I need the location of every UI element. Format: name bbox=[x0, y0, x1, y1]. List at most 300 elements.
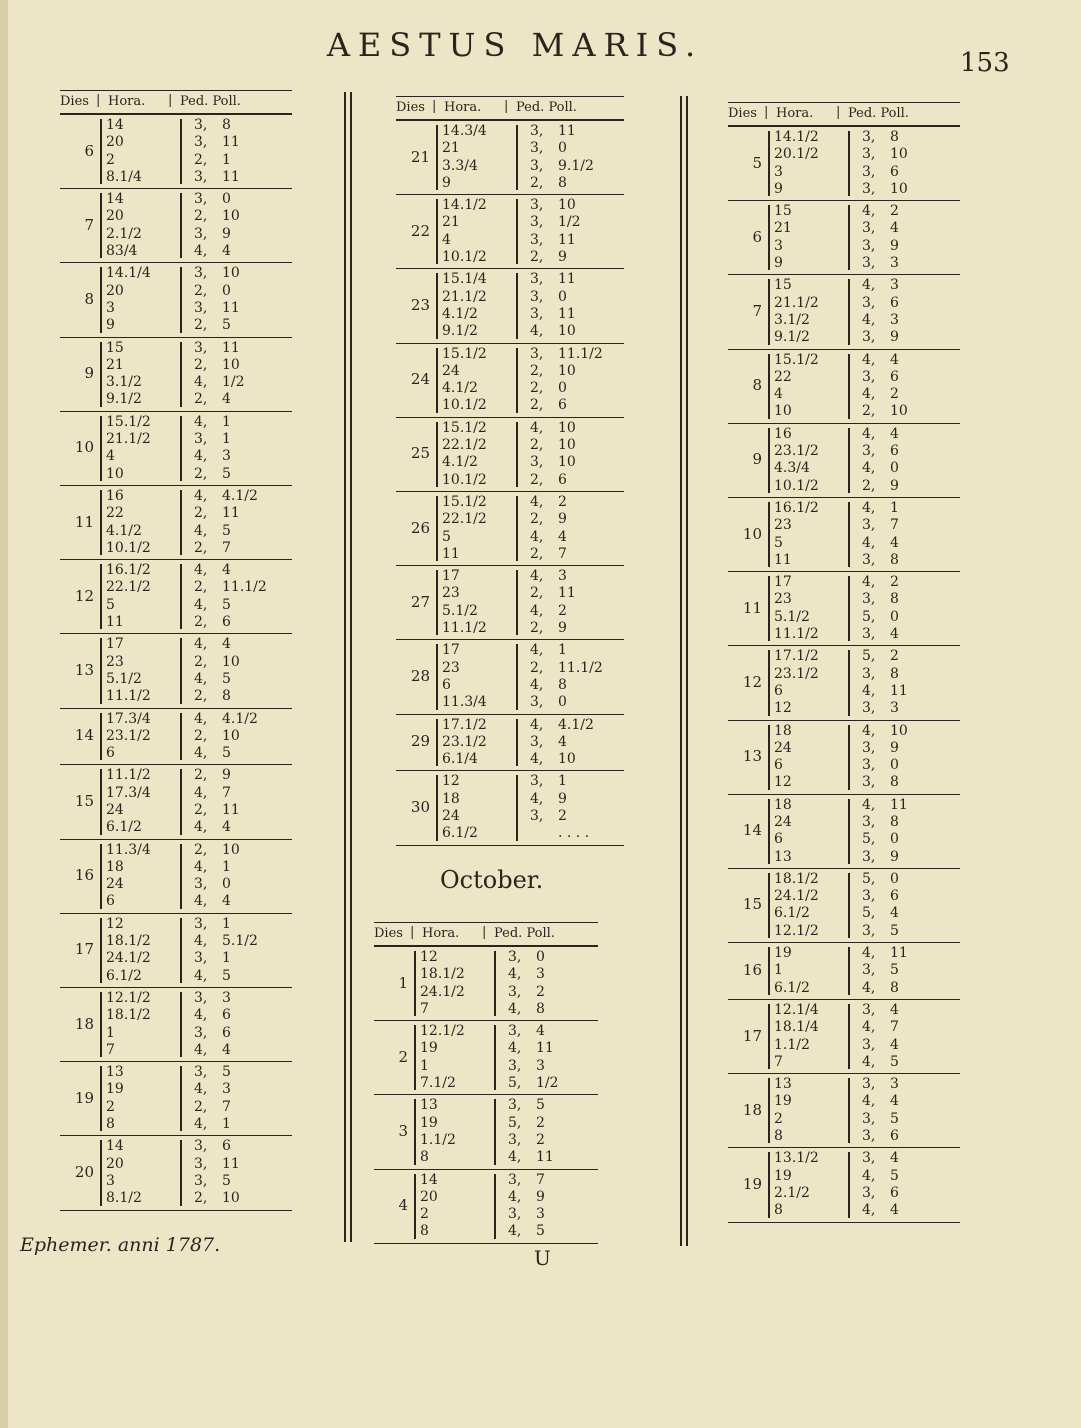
cell-poll: 8 bbox=[222, 117, 231, 133]
cell-poll: 1/2 bbox=[558, 214, 581, 231]
cell-ped: 4, bbox=[194, 784, 208, 801]
cell-hora: 11 bbox=[442, 545, 460, 562]
day-group bbox=[728, 1074, 960, 1148]
cell-ped: 4, bbox=[862, 203, 876, 220]
cell-ped: 4, bbox=[862, 1019, 876, 1036]
table-row bbox=[60, 1190, 292, 1207]
cell-hora: 18.1/4 bbox=[774, 1019, 819, 1036]
cell-hora: 15.1/2 bbox=[442, 493, 487, 510]
cell-poll: 5 bbox=[890, 922, 899, 939]
day-number: 7 bbox=[752, 301, 762, 320]
cell-poll: 11 bbox=[558, 123, 576, 139]
cell-poll: 7 bbox=[890, 517, 899, 534]
cell-poll: 6 bbox=[222, 1024, 231, 1041]
cell-poll: 8 bbox=[890, 129, 899, 145]
table-row bbox=[728, 962, 960, 979]
cell-hora: 17 bbox=[106, 636, 124, 653]
cell-hora: 24 bbox=[774, 813, 792, 830]
table-row bbox=[396, 420, 624, 437]
day-group bbox=[60, 486, 292, 560]
cell-hora: 10.1/2 bbox=[442, 397, 487, 414]
cell-ped: 4, bbox=[194, 1116, 208, 1133]
day-number: 9 bbox=[84, 364, 94, 383]
day-group bbox=[396, 269, 624, 343]
day-group bbox=[728, 1148, 960, 1222]
cell-hora: 2 bbox=[106, 1098, 115, 1115]
cell-ped: 4, bbox=[862, 311, 876, 328]
cell-ped: 5, bbox=[508, 1075, 522, 1092]
day-number: 29 bbox=[410, 732, 430, 751]
cell-hora: 9.1/2 bbox=[442, 323, 478, 340]
day-number: 13 bbox=[742, 747, 762, 766]
cell-hora: 5 bbox=[774, 534, 783, 551]
cell-poll: 11 bbox=[536, 1149, 554, 1166]
cell-poll: 1 bbox=[890, 499, 899, 516]
column-rule bbox=[344, 92, 346, 1242]
cell-poll: 1 bbox=[558, 773, 567, 790]
table-row bbox=[396, 249, 624, 266]
table-row bbox=[728, 980, 960, 997]
cell-ped: 3, bbox=[194, 299, 208, 316]
table-row bbox=[60, 842, 292, 859]
table-row bbox=[728, 1019, 960, 1036]
cell-ped: 3, bbox=[862, 813, 876, 830]
table-row bbox=[396, 271, 624, 288]
table-row bbox=[60, 414, 292, 431]
cell-hora: 83/4 bbox=[106, 243, 138, 260]
table-row bbox=[728, 923, 960, 940]
cell-ped: 4, bbox=[194, 858, 208, 875]
cell-hora: 4.1/2 bbox=[442, 380, 478, 397]
table-row bbox=[728, 1093, 960, 1110]
day-number: 14 bbox=[742, 821, 762, 840]
cell-hora: 23 bbox=[774, 517, 792, 534]
table-row bbox=[396, 734, 624, 751]
cell-poll: 4.1/2 bbox=[558, 716, 594, 733]
cell-hora: 11.1/2 bbox=[106, 767, 151, 784]
cell-ped: 2, bbox=[194, 801, 208, 818]
cell-hora: 15 bbox=[774, 277, 792, 294]
table-row bbox=[60, 357, 292, 374]
cell-poll: 11 bbox=[890, 945, 908, 962]
cell-ped: 3, bbox=[862, 700, 876, 717]
header-hora: Hora. bbox=[422, 926, 460, 941]
cell-ped: 3, bbox=[530, 773, 544, 790]
cell-hora: 14 bbox=[106, 1138, 124, 1155]
cell-ped: 2, bbox=[194, 356, 208, 373]
cell-poll: 7 bbox=[222, 539, 231, 556]
cell-hora: 17.1/2 bbox=[774, 648, 819, 665]
cell-ped: 3, bbox=[194, 117, 208, 133]
cell-hora: 9 bbox=[774, 180, 783, 197]
day-number: 16 bbox=[742, 961, 762, 979]
cell-ped: 2, bbox=[530, 545, 544, 562]
cell-poll: 11 bbox=[536, 1040, 554, 1057]
cell-ped: 2, bbox=[530, 249, 544, 266]
cell-poll: 7 bbox=[890, 1019, 899, 1036]
cell-hora: 19 bbox=[774, 1167, 792, 1184]
cell-poll: 3 bbox=[536, 1206, 545, 1223]
cell-hora: 11.1/2 bbox=[106, 688, 151, 705]
cell-poll: 4 bbox=[890, 351, 899, 368]
cell-poll: 5 bbox=[222, 967, 231, 984]
day-number: 1 bbox=[398, 973, 408, 992]
cell-hora: 14 bbox=[106, 117, 124, 133]
cell-hora: 21 bbox=[442, 214, 460, 231]
table-row bbox=[728, 1037, 960, 1054]
cell-hora: 24 bbox=[106, 876, 124, 893]
cell-ped: 5, bbox=[862, 831, 876, 848]
cell-hora: 11.1/2 bbox=[442, 620, 487, 637]
day-number: 20 bbox=[74, 1162, 94, 1181]
table-row bbox=[396, 546, 624, 563]
cell-hora: 3.1/2 bbox=[774, 311, 810, 328]
cell-ped: 3, bbox=[862, 1036, 876, 1053]
table-row bbox=[374, 1206, 598, 1223]
cell-ped: 3, bbox=[862, 551, 876, 568]
cell-ped: 4, bbox=[194, 1007, 208, 1024]
cell-poll: 11 bbox=[558, 585, 576, 602]
cell-hora: 7.1/2 bbox=[420, 1075, 456, 1092]
table-row bbox=[728, 403, 960, 420]
table-row bbox=[60, 859, 292, 876]
day-group bbox=[396, 715, 624, 772]
cell-poll: 10 bbox=[890, 146, 908, 163]
cell-ped: 4, bbox=[194, 562, 208, 579]
cell-hora: 5.1/2 bbox=[774, 608, 810, 625]
cell-poll: 5 bbox=[536, 1097, 545, 1114]
cell-poll: 11 bbox=[222, 801, 240, 818]
cell-hora: 4 bbox=[774, 386, 783, 403]
table-row bbox=[396, 751, 624, 768]
table-row bbox=[728, 1150, 960, 1167]
table-row bbox=[396, 694, 624, 711]
table-row bbox=[728, 426, 960, 443]
day-number: 30 bbox=[410, 797, 430, 816]
cell-hora: 19 bbox=[420, 1040, 438, 1057]
table-row bbox=[728, 517, 960, 534]
table-row bbox=[728, 329, 960, 346]
cell-hora: 22.1/2 bbox=[106, 579, 151, 596]
day-group bbox=[374, 1170, 598, 1244]
cell-ped: 3, bbox=[194, 431, 208, 448]
cell-ped: 3, bbox=[194, 339, 208, 356]
table-row bbox=[60, 191, 292, 208]
header-separator: | bbox=[764, 105, 769, 120]
cell-hora: 6 bbox=[106, 893, 115, 910]
cell-hora: 11.3/4 bbox=[442, 694, 487, 711]
cell-poll: 5 bbox=[222, 522, 231, 539]
table-row bbox=[728, 535, 960, 552]
table-october-continued bbox=[728, 102, 960, 1223]
cell-hora: 3 bbox=[106, 1172, 115, 1189]
cell-ped: 4, bbox=[862, 386, 876, 403]
cell-poll: 8 bbox=[890, 591, 899, 608]
cell-poll: 5.1/2 bbox=[222, 933, 258, 950]
cell-hora: 15.1/2 bbox=[774, 351, 819, 368]
day-number: 6 bbox=[752, 227, 762, 246]
cell-ped: 3, bbox=[862, 848, 876, 865]
cell-hora: 6.1/2 bbox=[106, 967, 142, 984]
cell-poll: 4 bbox=[890, 1036, 899, 1053]
day-number: 2 bbox=[398, 1047, 408, 1066]
cell-ped: 3, bbox=[862, 129, 876, 145]
table-row bbox=[396, 677, 624, 694]
cell-ped: 3, bbox=[194, 1172, 208, 1189]
cell-hora: 7 bbox=[106, 1041, 115, 1058]
table-row bbox=[728, 609, 960, 626]
table-row bbox=[60, 579, 292, 596]
day-number: 14 bbox=[74, 726, 94, 745]
table-row bbox=[728, 723, 960, 740]
table-row bbox=[60, 745, 292, 762]
day-group bbox=[60, 914, 292, 988]
table-row bbox=[396, 717, 624, 734]
cell-hora: 11.1/2 bbox=[774, 626, 819, 643]
table-row bbox=[60, 265, 292, 282]
cell-poll: 4 bbox=[890, 1150, 899, 1167]
table-row bbox=[396, 306, 624, 323]
cell-ped: 4, bbox=[862, 499, 876, 516]
table-row bbox=[728, 774, 960, 791]
cell-poll: 9 bbox=[222, 767, 231, 784]
cell-poll: 4 bbox=[222, 893, 231, 910]
day-number: 8 bbox=[84, 289, 94, 308]
cell-hora: 19 bbox=[420, 1114, 438, 1131]
day-group bbox=[60, 1136, 292, 1210]
cell-hora: 21.1/2 bbox=[442, 288, 487, 305]
day-group bbox=[728, 350, 960, 424]
table-row bbox=[374, 1001, 598, 1018]
table-row bbox=[60, 1116, 292, 1133]
table-row bbox=[60, 1173, 292, 1190]
cell-hora: 15.1/4 bbox=[442, 271, 487, 288]
table-row bbox=[728, 666, 960, 683]
cell-poll: 3 bbox=[536, 1057, 545, 1074]
cell-poll: 2 bbox=[890, 203, 899, 220]
cell-poll: 0 bbox=[890, 460, 899, 477]
cell-ped: 3, bbox=[530, 157, 544, 174]
day-group bbox=[396, 492, 624, 566]
cell-hora: 14.1/4 bbox=[106, 265, 151, 282]
cell-poll: 5 bbox=[890, 1110, 899, 1127]
cell-ped: 2, bbox=[194, 579, 208, 596]
table-row bbox=[396, 620, 624, 637]
cell-ped: 4, bbox=[862, 1202, 876, 1219]
table-row bbox=[728, 888, 960, 905]
cell-poll: 3 bbox=[536, 966, 545, 983]
cell-ped: 4, bbox=[194, 967, 208, 984]
table-row bbox=[60, 152, 292, 169]
cell-ped: 4, bbox=[530, 568, 544, 585]
table-row bbox=[728, 146, 960, 163]
cell-ped: 3, bbox=[508, 1057, 522, 1074]
cell-ped: 3, bbox=[508, 1206, 522, 1223]
cell-hora: 4.3/4 bbox=[774, 460, 810, 477]
cell-hora: 14 bbox=[106, 191, 124, 208]
cell-hora: 21 bbox=[106, 356, 124, 373]
cell-hora: 19 bbox=[774, 945, 792, 962]
cell-ped: 2, bbox=[194, 841, 208, 858]
cell-poll: 11 bbox=[558, 271, 576, 288]
table-row bbox=[396, 454, 624, 471]
cell-hora: 23 bbox=[774, 591, 792, 608]
cell-ped: 2, bbox=[194, 505, 208, 522]
cell-hora: 23 bbox=[106, 653, 124, 670]
day-group bbox=[60, 189, 292, 263]
day-number: 7 bbox=[84, 215, 94, 234]
cell-hora: 9.1/2 bbox=[774, 329, 810, 346]
cell-poll: 5 bbox=[536, 1223, 545, 1240]
cell-poll: 4 bbox=[222, 562, 231, 579]
cell-hora: 23 bbox=[442, 659, 460, 676]
cell-poll: 1 bbox=[222, 151, 231, 168]
day-number: 12 bbox=[742, 672, 762, 691]
page-edge bbox=[0, 0, 8, 1428]
cell-poll: 8 bbox=[890, 665, 899, 682]
cell-poll: 4 bbox=[222, 636, 231, 653]
day-group bbox=[396, 195, 624, 269]
day-group bbox=[60, 765, 292, 839]
table-row bbox=[60, 1007, 292, 1024]
cell-hora: 3 bbox=[774, 163, 783, 180]
table-row bbox=[728, 905, 960, 922]
table-row bbox=[396, 825, 624, 842]
table-row bbox=[60, 654, 292, 671]
cell-ped: 4, bbox=[194, 636, 208, 653]
cell-ped: 3, bbox=[530, 694, 544, 711]
cell-ped: 2, bbox=[194, 653, 208, 670]
table-row bbox=[60, 208, 292, 225]
cell-ped: 3, bbox=[862, 1184, 876, 1201]
table-row bbox=[396, 140, 624, 157]
header-separator: | bbox=[96, 93, 101, 108]
header-dies: Dies bbox=[728, 106, 757, 121]
cell-ped: 3, bbox=[530, 271, 544, 288]
cell-poll: 4 bbox=[890, 905, 899, 922]
cell-poll: 5 bbox=[222, 1172, 231, 1189]
cell-poll: 5 bbox=[222, 1064, 231, 1081]
table-row bbox=[728, 797, 960, 814]
cell-poll: 5 bbox=[890, 1167, 899, 1184]
cell-hora: 5.1/2 bbox=[442, 602, 478, 619]
cell-poll: 0 bbox=[222, 282, 231, 299]
cell-ped: 2, bbox=[194, 391, 208, 408]
cell-hora: 18 bbox=[106, 858, 124, 875]
cell-poll: 10 bbox=[222, 356, 240, 373]
cell-hora: 24.1/2 bbox=[420, 983, 465, 1000]
cell-poll: 7 bbox=[558, 545, 567, 562]
cell-hora: 22.1/2 bbox=[442, 437, 487, 454]
day-number: 16 bbox=[74, 866, 94, 885]
cell-poll: 3 bbox=[890, 255, 899, 272]
cell-ped: 4, bbox=[508, 1223, 522, 1240]
day-number: 8 bbox=[752, 376, 762, 395]
column-rule bbox=[350, 92, 352, 1242]
cell-poll: . . . . bbox=[558, 825, 590, 842]
day-group bbox=[728, 424, 960, 498]
table-row bbox=[396, 773, 624, 790]
cell-ped: 4, bbox=[530, 751, 544, 768]
cell-ped: 2, bbox=[194, 727, 208, 744]
table-row bbox=[60, 597, 292, 614]
cell-hora: 6.1/2 bbox=[774, 905, 810, 922]
header-separator: | bbox=[168, 93, 173, 108]
cell-poll: 2 bbox=[890, 648, 899, 665]
cell-ped: 3, bbox=[862, 237, 876, 254]
day-number: 22 bbox=[410, 221, 430, 240]
day-number: 15 bbox=[74, 791, 94, 810]
table-row bbox=[396, 511, 624, 528]
cell-poll: 4 bbox=[222, 391, 231, 408]
table-row bbox=[374, 1132, 598, 1149]
header-ped-poll: Ped. Poll. bbox=[180, 94, 241, 109]
table-row bbox=[396, 494, 624, 511]
cell-poll: 3 bbox=[222, 1081, 231, 1098]
table-row bbox=[374, 1040, 598, 1057]
cell-poll: 11.1/2 bbox=[558, 659, 603, 676]
cell-hora: 19 bbox=[774, 1093, 792, 1110]
cell-poll: 3 bbox=[222, 448, 231, 465]
cell-poll: 4 bbox=[890, 1001, 899, 1018]
cell-hora: 1 bbox=[420, 1057, 429, 1074]
cell-ped: 3, bbox=[508, 1171, 522, 1188]
cell-hora: 6 bbox=[442, 676, 451, 693]
table-header bbox=[396, 96, 624, 121]
cell-hora: 1 bbox=[106, 1024, 115, 1041]
table-row bbox=[728, 1111, 960, 1128]
table-row bbox=[728, 700, 960, 717]
day-number: 11 bbox=[742, 598, 762, 617]
table-row bbox=[374, 1097, 598, 1114]
cell-ped: 3, bbox=[530, 214, 544, 231]
cell-ped: 4, bbox=[194, 893, 208, 910]
table-row bbox=[728, 871, 960, 888]
cell-hora: 20 bbox=[106, 134, 124, 151]
cell-poll: 10 bbox=[558, 751, 576, 768]
month-heading-october: October. bbox=[440, 866, 544, 894]
cell-ped: 3, bbox=[194, 191, 208, 208]
cell-hora: 11.3/4 bbox=[106, 841, 151, 858]
cell-ped: 3, bbox=[194, 265, 208, 282]
day-group bbox=[374, 1021, 598, 1095]
cell-poll: 10 bbox=[222, 653, 240, 670]
cell-hora: 24.1/2 bbox=[774, 888, 819, 905]
cell-ped: 2, bbox=[194, 151, 208, 168]
table-row bbox=[728, 1128, 960, 1145]
cell-hora: 18.1/2 bbox=[106, 933, 151, 950]
table-row bbox=[728, 1054, 960, 1071]
table-row bbox=[374, 1149, 598, 1166]
cell-hora: 15.1/2 bbox=[442, 419, 487, 436]
table-row bbox=[728, 129, 960, 146]
cell-ped: 4, bbox=[194, 745, 208, 762]
day-number: 15 bbox=[742, 895, 762, 914]
cell-ped: 3, bbox=[530, 231, 544, 248]
cell-hora: 4.1/2 bbox=[106, 522, 142, 539]
cell-ped: 3, bbox=[862, 1128, 876, 1145]
cell-ped: 3, bbox=[194, 134, 208, 151]
cell-hora: 22 bbox=[106, 505, 124, 522]
cell-poll: 2 bbox=[536, 983, 545, 1000]
cell-poll: 11 bbox=[222, 339, 240, 356]
cell-ped: 4, bbox=[194, 448, 208, 465]
cell-ped: 3, bbox=[194, 168, 208, 185]
cell-poll: 11 bbox=[222, 1155, 240, 1172]
table-row bbox=[728, 626, 960, 643]
cell-hora: 1.1/2 bbox=[420, 1131, 456, 1148]
cell-hora: 9 bbox=[106, 317, 115, 334]
